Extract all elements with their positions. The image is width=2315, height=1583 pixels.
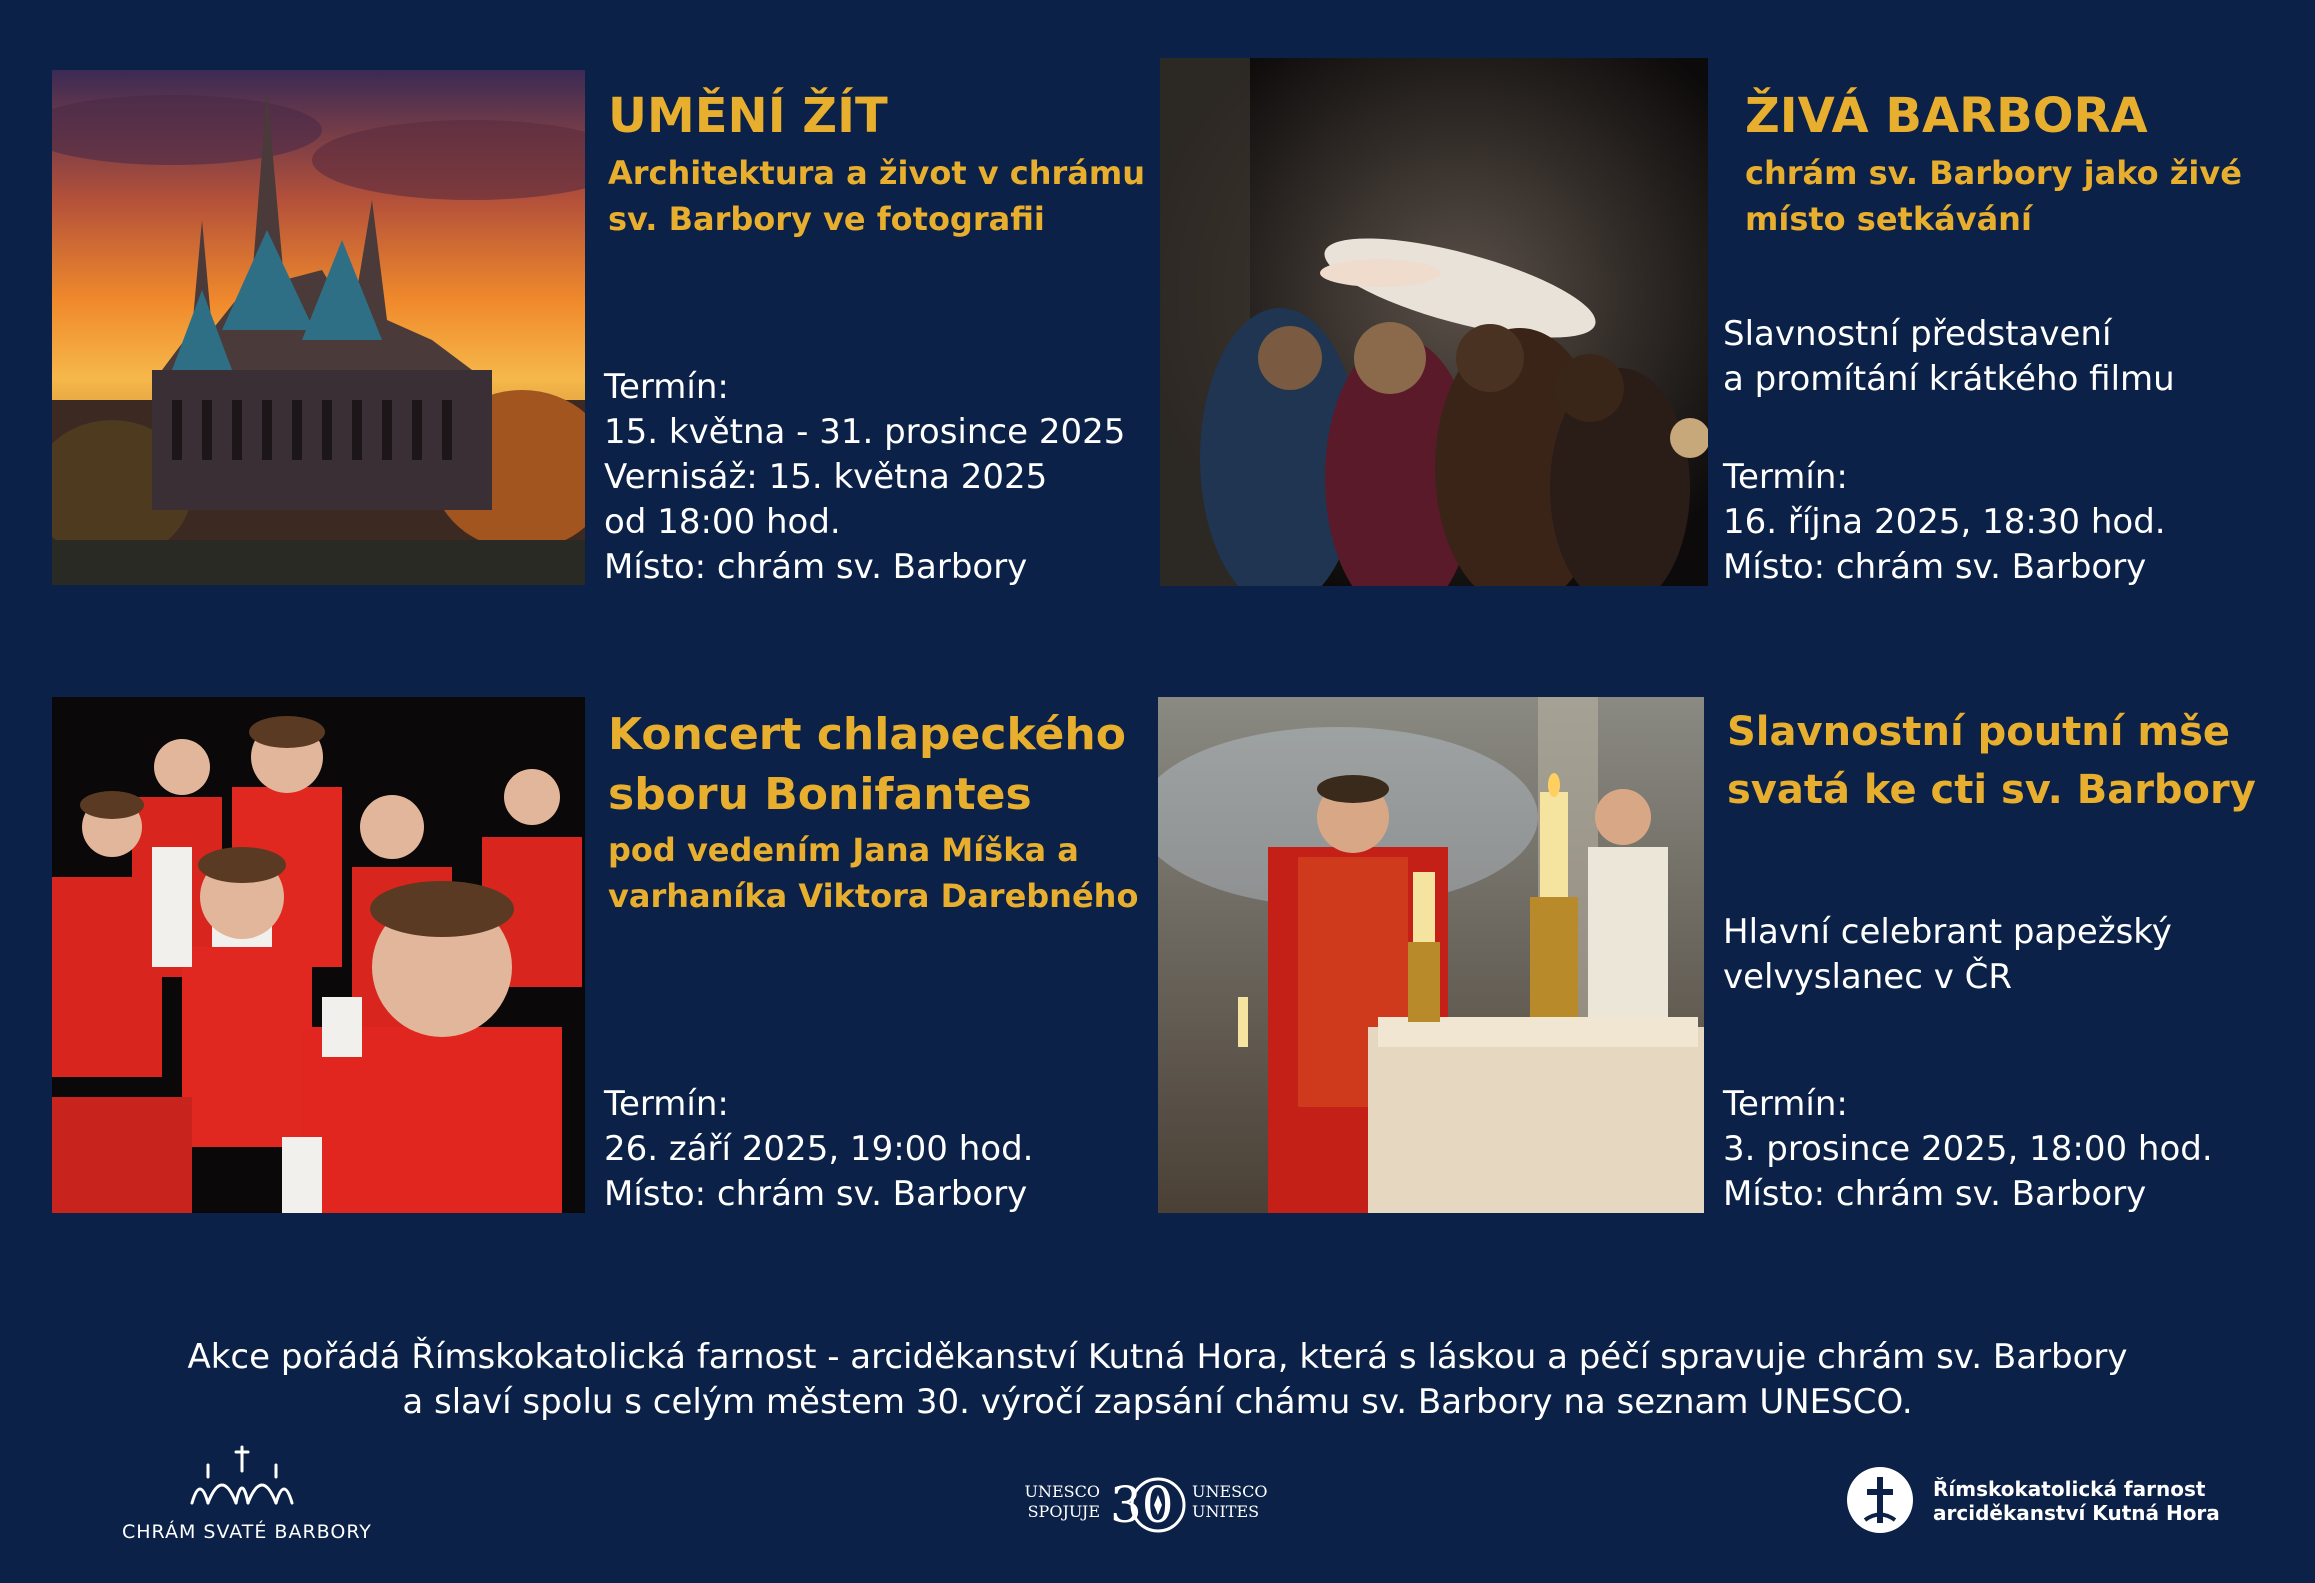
event-3-title — [608, 705, 1126, 825]
event-4-description-line: Hlavní celebrant papežský — [1723, 912, 2172, 952]
event-1-title-line: UMĚNÍ ŽÍT — [608, 88, 888, 144]
event-4-info-line: Místo: chrám sv. Barbory — [1723, 1174, 2147, 1214]
cathedral-spires-icon — [122, 1445, 362, 1515]
event-4-info — [1723, 1082, 2213, 1217]
event-1-info — [604, 365, 1125, 590]
chram-svate-barbory-logo — [122, 1445, 372, 1550]
unesco-30-logo — [1010, 1470, 1300, 1540]
event-3-info-line: Termín: — [604, 1084, 729, 1124]
event-2-description-line: Slavnostní představení — [1723, 314, 2112, 354]
event-2-info-line: 16. října 2025, 18:30 hod. — [1723, 502, 2166, 542]
unesco-left-word: UNESCO — [1024, 1482, 1100, 1501]
event-1-subtitle-line: Architektura a život v chrámu — [608, 154, 1145, 192]
event-3-info-line: 26. září 2025, 19:00 hod. — [604, 1129, 1034, 1169]
unesco-left-word: SPOJUJE — [1027, 1502, 1100, 1521]
event-3-subtitle-line: varhaníka Viktora Darebného — [608, 877, 1139, 915]
organizer-statement — [0, 1335, 2315, 1425]
farnost-logo — [1845, 1465, 2220, 1535]
unesco-right-word: UNESCO — [1192, 1482, 1268, 1501]
event-2-info-line: Termín: — [1723, 457, 1848, 497]
farnost-name-line: Římskokatolická farnost — [1933, 1477, 2206, 1501]
event-3-info-line: Místo: chrám sv. Barbory — [604, 1174, 1028, 1214]
cathedral-sunset-photo — [52, 70, 585, 585]
event-3-title-line: Koncert chlapeckého — [608, 709, 1126, 760]
event-1-info-line: od 18:00 hod. — [604, 502, 841, 542]
event-1-info-line: Vernisáž: 15. května 2025 — [604, 457, 1048, 497]
unesco-30-emblem-icon — [1106, 1470, 1186, 1540]
event-4-description — [1723, 910, 2172, 1000]
event-4-description-line: velvyslanec v ČR — [1723, 957, 2012, 997]
unesco-right-word: UNITES — [1192, 1502, 1260, 1521]
event-3-subtitle-line: pod vedením Jana Míška a — [608, 831, 1079, 869]
mass-celebration-photo — [1158, 697, 1704, 1213]
organizer-statement-line: Akce pořádá Římskokatolická farnost - arciděkanství Kutná Hora, která s láskou a péčí spravuje chrám sv. Barbory — [187, 1337, 2128, 1377]
farnost-name-line: arciděkanství Kutná Hora — [1933, 1501, 2220, 1525]
event-2-title — [1745, 88, 2148, 146]
cross-circle-icon — [1845, 1465, 1915, 1535]
event-1-info-line: 15. května - 31. prosince 2025 — [604, 412, 1126, 452]
event-2-title-line: ŽIVÁ BARBORA — [1745, 88, 2148, 144]
event-2-description — [1723, 312, 2175, 402]
dance-performance-photo — [1160, 58, 1708, 586]
chram-logo-text: CHRÁM SVATÉ BARBORY — [122, 1521, 372, 1543]
event-1-subtitle-line: sv. Barbory ve fotografii — [608, 200, 1045, 238]
event-1-title — [608, 88, 888, 146]
event-3-info — [604, 1082, 1033, 1217]
event-2-subtitle-line: místo setkávání — [1745, 200, 2032, 238]
event-2-subtitle-line: chrám sv. Barbory jako živé — [1745, 154, 2242, 192]
event-2-info — [1723, 455, 2166, 590]
event-1-subtitle — [608, 150, 1145, 242]
unesco-number: 30 — [1110, 1476, 1174, 1534]
event-3-subtitle — [608, 827, 1138, 919]
event-4-title — [1727, 703, 2256, 819]
event-4-title-line: Slavnostní poutní mše — [1727, 709, 2231, 755]
event-1-info-line: Místo: chrám sv. Barbory — [604, 547, 1028, 587]
event-2-info-line: Místo: chrám sv. Barbory — [1723, 547, 2147, 587]
event-2-description-line: a promítání krátkého filmu — [1723, 359, 2175, 399]
event-4-info-line: 3. prosince 2025, 18:00 hod. — [1723, 1129, 2213, 1169]
organizer-statement-line: a slaví spolu s celým městem 30. výročí zapsání chámu sv. Barbory na seznam UNESCO. — [402, 1382, 1913, 1422]
event-4-title-line: svatá ke cti sv. Barbory — [1727, 767, 2256, 813]
event-3-title-line: sboru Bonifantes — [608, 769, 1032, 820]
event-2-subtitle — [1745, 150, 2242, 242]
event-1-info-line: Termín: — [604, 367, 729, 407]
event-4-info-line: Termín: — [1723, 1084, 1848, 1124]
boys-choir-photo — [52, 697, 585, 1213]
